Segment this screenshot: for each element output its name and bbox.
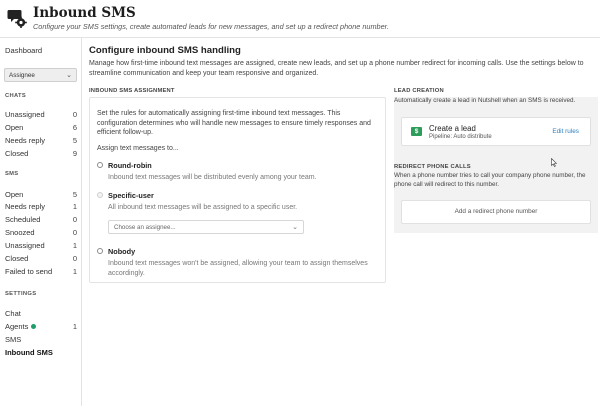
sidebar-item-label: Unassigned bbox=[5, 110, 45, 119]
sidebar-item-sms-failed[interactable] bbox=[5, 267, 77, 277]
assignment-intro: Set the rules for automatically assigning first-time inbound text messages. This configuration determines who will handle new messages to ensure timely responses and efficient follow-up. bbox=[97, 110, 371, 137]
sidebar-item-count: 0 bbox=[72, 228, 77, 237]
sidebar-item-label: Snoozed bbox=[5, 228, 35, 237]
chevron-down-icon: ⌄ bbox=[292, 224, 298, 231]
assignee-filter-select[interactable] bbox=[4, 68, 77, 82]
sidebar-item-label: Inbound SMS bbox=[5, 348, 53, 357]
assignee-select[interactable] bbox=[108, 220, 304, 234]
sidebar-item-settings-inbound-sms[interactable] bbox=[5, 348, 77, 358]
redirect-description: When a phone number tries to call your company phone number, the phone call will redirect to this number. bbox=[394, 172, 586, 188]
sidebar-item-sms-unassigned[interactable] bbox=[5, 241, 77, 251]
nobody-title: Nobody bbox=[108, 247, 136, 256]
round-robin-title: Round-robin bbox=[108, 161, 152, 170]
assignment-card bbox=[89, 97, 386, 283]
assignment-section-label: INBOUND SMS ASSIGNMENT bbox=[89, 88, 175, 94]
sidebar-item-count: 0 bbox=[72, 215, 77, 224]
sidebar-item-count: 0 bbox=[72, 254, 77, 263]
nobody-radio[interactable] bbox=[97, 248, 103, 254]
sidebar-item-chats-closed[interactable] bbox=[5, 149, 77, 159]
redirect-section-label: REDIRECT PHONE CALLS bbox=[394, 164, 471, 170]
sidebar-item-settings-sms[interactable] bbox=[5, 335, 77, 345]
create-lead-card bbox=[401, 117, 591, 146]
sidebar-item-count: 6 bbox=[72, 123, 77, 132]
sidebar-item-label: Open bbox=[5, 123, 24, 132]
sidebar-item-count: 1 bbox=[72, 322, 77, 331]
sidebar-item-chats-needs-reply[interactable] bbox=[5, 136, 77, 146]
chats-section-title: CHATS bbox=[5, 93, 27, 99]
specific-user-radio[interactable] bbox=[97, 192, 103, 198]
money-icon: $ bbox=[411, 127, 422, 136]
sidebar-item-label: Chat bbox=[5, 309, 21, 318]
assign-to-label: Assign text messages to... bbox=[97, 145, 179, 152]
settings-section-title: SETTINGS bbox=[5, 291, 37, 297]
sidebar-item-sms-snoozed[interactable] bbox=[5, 228, 77, 238]
page-title: Inbound SMS bbox=[33, 5, 136, 21]
lead-creation-section-label: LEAD CREATION bbox=[394, 88, 444, 94]
main-description: Manage how first-time inbound text messages are assigned, create new leads, and set up a phone number redirect for incoming calls. Use the settings below to streamline communication and keep your team responsive and organized. bbox=[89, 60, 584, 78]
sidebar-item-settings-agents[interactable] bbox=[5, 322, 77, 332]
round-robin-radio[interactable] bbox=[97, 162, 103, 168]
sidebar-item-label: Agents bbox=[5, 322, 29, 331]
main-title: Configure inbound SMS handling bbox=[89, 45, 241, 56]
sms-gear-icon bbox=[7, 8, 27, 28]
sidebar-item-count: 1 bbox=[72, 267, 77, 276]
sidebar-item-label: Failed to send bbox=[5, 267, 53, 276]
sidebar-item-label: Unassigned bbox=[5, 241, 45, 250]
nobody-desc: Inbound text messages won't be assigned, allowing your team to assign themselves accordingly. bbox=[108, 260, 368, 277]
pipeline-label: Pipeline: Auto distribute bbox=[429, 134, 492, 140]
sms-section-title: SMS bbox=[5, 171, 19, 177]
specific-user-title: Specific-user bbox=[108, 191, 154, 200]
online-status-dot bbox=[31, 324, 36, 329]
sidebar-item-count: 5 bbox=[72, 136, 77, 145]
lead-creation-subtitle: Automatically create a lead in Nutshell when an SMS is received. bbox=[394, 97, 576, 104]
sidebar-item-chats-open[interactable] bbox=[5, 123, 77, 133]
sidebar-item-settings-chat[interactable] bbox=[5, 309, 77, 319]
sidebar-item-label: Closed bbox=[5, 254, 29, 263]
sidebar-item-label: Scheduled bbox=[5, 215, 41, 224]
sidebar-item-label: Closed bbox=[5, 149, 29, 158]
assignee-filter-value: Assignee bbox=[9, 72, 35, 79]
add-redirect-number-button[interactable]: Add a redirect phone number bbox=[401, 200, 591, 224]
sidebar-item-chats-unassigned[interactable] bbox=[5, 110, 77, 120]
create-lead-title: Create a lead bbox=[429, 124, 476, 133]
sidebar-item-sms-open[interactable] bbox=[5, 190, 77, 200]
sidebar-item-sms-scheduled[interactable] bbox=[5, 215, 77, 225]
sidebar-item-sms-needs-reply[interactable] bbox=[5, 202, 77, 212]
sidebar-dashboard-link[interactable]: Dashboard bbox=[5, 46, 43, 55]
specific-user-desc: All inbound text messages will be assigned to a specific user. bbox=[108, 204, 298, 211]
assignee-select-placeholder: Choose an assignee... bbox=[114, 224, 176, 231]
sidebar-item-count: 9 bbox=[72, 149, 77, 158]
sidebar-item-label: SMS bbox=[5, 335, 22, 344]
sidebar-item-sms-closed[interactable] bbox=[5, 254, 77, 264]
page-subtitle: Configure your SMS settings, create automated leads for new messages, and set up a redirect phone number. bbox=[33, 22, 389, 31]
round-robin-desc: Inbound text messages will be distributed evenly among your team. bbox=[108, 174, 317, 181]
sidebar-item-count: 0 bbox=[72, 110, 77, 119]
mouse-cursor-icon bbox=[551, 158, 557, 167]
sidebar-item-count: 5 bbox=[72, 190, 77, 199]
sidebar bbox=[0, 38, 82, 406]
sidebar-item-count: 1 bbox=[72, 241, 77, 250]
edit-rules-link[interactable]: Edit rules bbox=[552, 128, 579, 135]
sidebar-item-label: Open bbox=[5, 190, 24, 199]
sidebar-item-label: Needs reply bbox=[5, 136, 46, 145]
sidebar-item-count: 1 bbox=[72, 202, 77, 211]
page-header bbox=[0, 0, 600, 38]
sidebar-item-label: Needs reply bbox=[5, 202, 46, 211]
chevron-down-icon: ⌄ bbox=[66, 72, 72, 79]
